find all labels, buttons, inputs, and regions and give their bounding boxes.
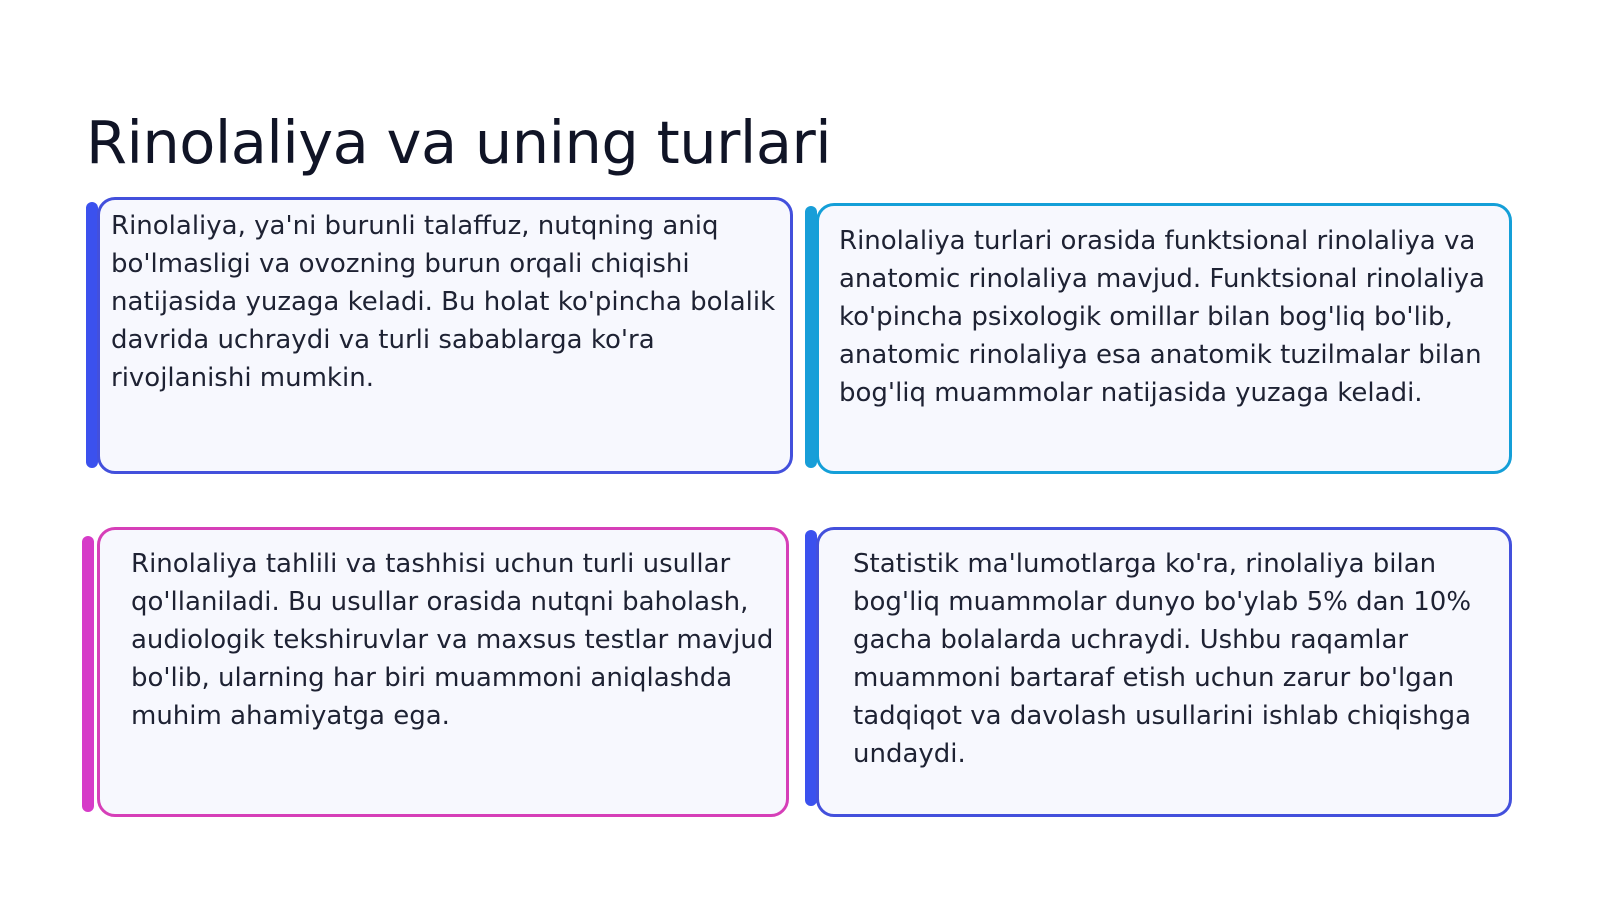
card-text-statistics: Statistik ma'lumotlarga ko'ra, rinolaliya bilan bog'liq muammolar dunyo bo'ylab 5% dan 10% gacha bolalarda uchraydi. Ushbu raqamlar muammoni bartaraf etish uchun zarur bo'lgan tadqiqot va davolash usullarini ishlab chiqishga undaydi. bbox=[853, 549, 1472, 769]
slide-title: Rinolaliya va uning turlari bbox=[86, 108, 832, 177]
card-text-diagnosis: Rinolaliya tahlili va tashhisi uchun turli usullar qo'llaniladi. Bu usullar orasida nutqni baholash, audiologik tekshiruvlar va maxsus testlar mavjud bo'lib, ularning har biri muammoni aniqlashda muhim ahamiyatga ega. bbox=[131, 549, 774, 731]
card-accent-bar bbox=[82, 536, 94, 812]
card-text-definition: Rinolaliya, ya'ni burunli talaffuz, nutqning aniq bo'lmasligi va ovozning burun orqali chiqishi natijasida yuzaga keladi. Bu holat ko'pincha bolalik davrida uchraydi va turli sabablarga ko'ra rivojlanishi mumkin. bbox=[111, 211, 776, 393]
card-text-types: Rinolaliya turlari orasida funktsional rinolaliya va anatomic rinolaliya mavjud. Funktsional rinolaliya ko'pincha psixologik omillar bilan bog'liq bo'lib, anatomic rinolaliya esa anatomik tuzilmalar bilan bog'liq muammolar natijasida yuzaga keladi. bbox=[839, 226, 1485, 408]
